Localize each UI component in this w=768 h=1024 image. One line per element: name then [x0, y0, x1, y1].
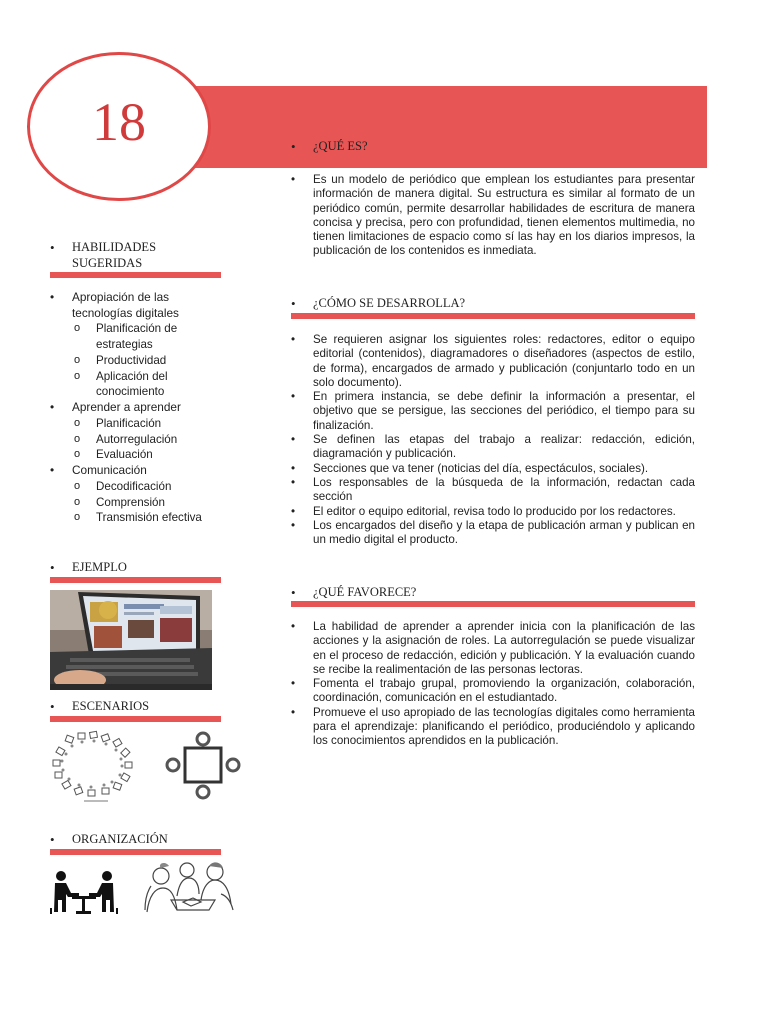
que-es-paragraph: • Es un modelo de periódico que emplean los estudiantes para presentar información de manera digital. Su estructura es similar al formato de un periódico común, permite desarrollar habilidades de escritura de manera concisa y precisa, pero con profundidad, tienen elementos multimedia, no tienen limitaciones de espacio como sí las hay en los diarios impresos, la publicación de los contenidos es inmediata.: [291, 173, 695, 259]
skill-subitem: o Aplicación del conocimiento: [50, 369, 222, 401]
favorece-bullet: • La habilidad de aprender a aprender inicia con la planificación de las acciones y la asignación de roles. La autorregulación se puede visualizar en el proceso de redacción, edición y publicación. Y la evaluación cuando se recibe la realimentación de las personas lectoras.: [291, 620, 695, 677]
que-es-list: [291, 173, 695, 259]
page-number-circle: [27, 52, 211, 201]
ejemplo-rule: [50, 577, 221, 583]
skill-item: • Comunicación: [50, 463, 222, 479]
pair-at-table-icon: [50, 870, 118, 914]
skill-subitem: o Evaluación: [50, 447, 222, 463]
skill-subitem: o Autorregulación: [50, 432, 222, 448]
meeting-sketch-image: [143, 860, 239, 916]
como-rule: [291, 313, 695, 319]
skill-subitem: o Planificación: [50, 416, 222, 432]
skill-subitem: o Transmisión efectiva: [50, 510, 222, 526]
habilidades-rule: [50, 272, 221, 278]
como-bullet: • Los responsables de la búsqueda de la información, redactan cada sección: [291, 476, 695, 505]
skill-item: • Aprender a aprender: [50, 400, 222, 416]
escenarios-rule: [50, 716, 221, 722]
skill-subitem: o Comprensión: [50, 495, 222, 511]
skill-subitem: o Decodificación: [50, 479, 222, 495]
como-bullet: • Se requieren asignar los siguientes roles: redactores, editor o equipo editorial (contenidos), diagramadores o diseñadores (aspectos de estilo, de forma), encargados de armado y publicación (conjuntarlo todo en un solo documento).: [291, 333, 695, 390]
laptop-newspaper-image: [50, 590, 212, 690]
organizacion-rule: [50, 849, 221, 855]
favorece-rule: [291, 601, 695, 607]
skill-subitem: o Productividad: [50, 353, 222, 369]
favorece-bullet: • Promueve el uso apropiado de las tecnologías digitales como herramienta para el aprendizaje: planificando el periódico, produciéndolo y aplicando los conocimientos aprendidos en la publicación.: [291, 706, 695, 749]
favorece-bullet: • Fomenta el trabajo grupal, promoviendo la organización, colaboración, coordinación, comunicación en el estudiantado.: [291, 677, 695, 706]
page-number: 18: [92, 91, 146, 152]
header-banner: [170, 86, 707, 168]
como-bullet: • Los encargados del diseño y la etapa de publicación arman y publican en un medio digital el producto.: [291, 519, 695, 548]
como-bullet: • El editor o equipo editorial, revisa todo lo producido por los redactores.: [291, 505, 695, 519]
como-bullet: • En primera instancia, se debe definir la información a presentar, el objetivo que se persigue, las secciones del periódico, el tiempo para su finalización.: [291, 390, 695, 433]
como-bullet: • Secciones que va tener (noticias del día, espectáculos, sociales).: [291, 462, 695, 476]
como-bullet: • Se definen las etapas del trabajo a realizar: redacción, edición, diagramación y publicación.: [291, 433, 695, 462]
skill-item: • Apropiación de las tecnologías digitales: [50, 290, 222, 321]
square-table-diagram: [165, 730, 241, 800]
skill-subitem: o Planificación de estrategias: [50, 321, 222, 353]
circle-desks-diagram: [48, 730, 140, 806]
como-list: [291, 333, 695, 547]
favorece-list: [291, 620, 695, 749]
skills-list: [50, 290, 222, 526]
